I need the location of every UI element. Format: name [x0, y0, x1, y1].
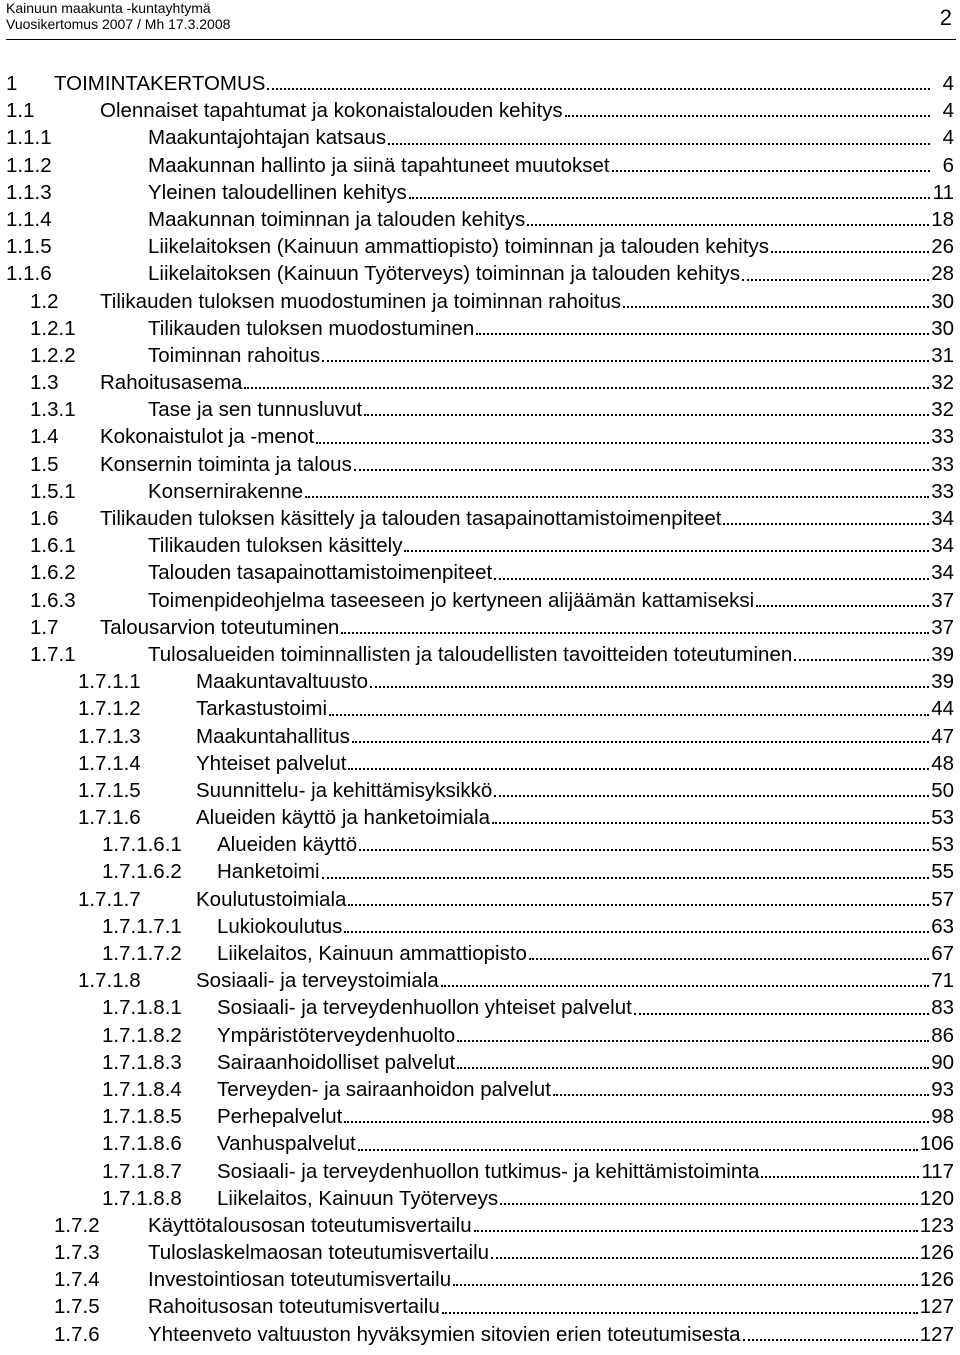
toc-leader-dots [359, 849, 929, 851]
toc-entry-title: Maakuntahallitus [196, 724, 350, 748]
toc-entry-page: 33 [931, 425, 954, 449]
toc-entry-title: Tase ja sen tunnusluvut [148, 398, 363, 422]
header-document-title: Vuosikertomus 2007 / Mh 17.3.2008 [6, 16, 231, 32]
toc-leader-dots [409, 197, 930, 199]
header-rule [6, 39, 956, 40]
toc-entry-number: 1.5 [30, 452, 59, 476]
toc-entry[interactable] [0, 1022, 960, 1049]
toc-leader-dots [527, 224, 929, 226]
toc-entry-title: Suunnittelu- ja kehittämisyksikkö [196, 778, 493, 802]
toc-entry[interactable] [0, 152, 960, 179]
toc-entry-page: 31 [931, 343, 954, 367]
toc-leader-dots [743, 1339, 918, 1341]
page-number: 2 [939, 5, 952, 30]
toc-entry[interactable] [0, 288, 960, 315]
toc-entry-page: 127 [919, 1295, 954, 1319]
toc-entry-title: Talouden tasapainottamistoimenpiteet [148, 561, 493, 585]
toc-leader-dots [322, 877, 930, 879]
toc-entry[interactable] [0, 233, 960, 260]
toc-entry-number: 1.7.1.4 [78, 751, 141, 775]
toc-entry[interactable] [0, 315, 960, 342]
toc-entry-number: 1.7.1.8.2 [102, 1023, 182, 1047]
toc-entry-number: 1.7.1.1 [78, 670, 141, 694]
toc-leader-dots [565, 115, 930, 117]
toc-entry-title: Liikelaitoksen (Kainuun ammattiopisto) toiminnan ja talouden kehitys [148, 235, 770, 259]
toc-leader-dots [529, 958, 929, 960]
toc-entry-title: Rahoitusosan toteutumisvertailu [148, 1295, 440, 1319]
toc-entry-title: Koulutustoimiala [196, 887, 347, 911]
toc-entry-title: Tulosalueiden toiminnallisten ja taloudellisten tavoitteiden toteutuminen [148, 642, 793, 666]
toc-entry-page: 93 [931, 1077, 954, 1101]
toc-entry-title: Sairaanhoidolliset palvelut [217, 1050, 456, 1074]
toc-entry-page: 127 [919, 1322, 954, 1346]
toc-entry-number: 1.7.5 [54, 1295, 100, 1319]
toc-entry-number: 1.7.6 [54, 1322, 100, 1346]
toc-leader-dots [442, 1312, 918, 1314]
toc-entry-number: 1.6 [30, 507, 59, 530]
toc-entry-page: 50 [931, 778, 954, 802]
toc-leader-dots [364, 414, 929, 416]
toc-entry-title: Yhteenveto valtuuston hyväksymien sitovien erien toteutumisesta [148, 1322, 741, 1346]
toc-entry-page: 63 [931, 914, 954, 938]
toc-entry-title: Toimenpideohjelma taseeseen jo kertyneen alijäämän kattamiseksi [148, 588, 755, 612]
toc-entry-number: 1.7 [30, 615, 59, 639]
toc-leader-dots [305, 496, 929, 498]
toc-entry-page: 18 [931, 207, 954, 231]
toc-entry-page: 4 [942, 72, 954, 95]
toc-entry[interactable] [0, 396, 960, 423]
toc-entry-number: 1.2.1 [30, 316, 76, 340]
toc-entry-title: Liikelaitoksen (Kainuun Työterveys) toiminnan ja talouden kehitys [148, 262, 741, 286]
toc-leader-dots [457, 1040, 929, 1042]
page-header [6, 0, 956, 40]
toc-entry[interactable] [0, 451, 960, 478]
toc-entry-number: 1.7.1.8.8 [102, 1186, 182, 1210]
toc-entry-page: 44 [931, 697, 954, 721]
toc-entry-title: TOIMINTAKERTOMUS [54, 72, 266, 95]
toc-entry-number: 1.7.1.8.1 [102, 996, 182, 1020]
toc-entry-page: 6 [942, 153, 954, 177]
toc-entry-number: 1.1.5 [6, 235, 52, 259]
toc-entry-title: Tilikauden tuloksen käsittely ja talouden tasapainottamistoimenpiteet [100, 507, 722, 530]
toc-entry[interactable] [0, 777, 960, 804]
toc-leader-dots [494, 578, 929, 580]
toc-leader-dots [348, 904, 929, 906]
header-organization: Kainuun maakunta -kuntayhtymä [6, 0, 211, 16]
toc-entry-number: 1.7.1.8 [78, 969, 141, 993]
toc-leader-dots [794, 659, 929, 661]
toc-leader-dots [358, 1149, 918, 1151]
toc-entry[interactable] [0, 1103, 960, 1130]
toc-leader-dots [329, 714, 929, 716]
toc-leader-dots [244, 387, 929, 389]
toc-entry-title: Talousarvion toteutuminen [100, 615, 340, 639]
toc-leader-dots [500, 1203, 918, 1205]
toc-leader-dots [742, 279, 929, 281]
toc-entry[interactable] [0, 750, 960, 777]
toc-leader-dots [634, 1013, 929, 1015]
toc-entry-title: Konsernin toiminta ja talous [100, 452, 352, 476]
toc-entry-number: 1.7.1.8.5 [102, 1105, 182, 1129]
toc-entry[interactable] [0, 831, 960, 858]
toc-entry-page: 120 [919, 1186, 954, 1210]
toc-leader-dots [761, 1176, 919, 1178]
toc-entry-title: Rahoitusasema [100, 371, 243, 395]
toc-entry[interactable] [0, 587, 960, 614]
toc-entry-number: 1.1.4 [6, 207, 52, 231]
toc-leader-dots [354, 469, 929, 471]
toc-entry-number: 1.7.1.3 [78, 724, 141, 748]
toc-entry-title: Terveyden- ja sairaanhoidon palvelut [217, 1077, 551, 1101]
toc-entry-title: Toiminnan rahoitus [148, 343, 321, 367]
toc-entry[interactable] [0, 505, 960, 532]
toc-entry-page: 30 [931, 289, 954, 313]
toc-entry-number: 1.1 [6, 99, 35, 123]
toc-entry-page: 123 [919, 1213, 954, 1237]
toc-entry[interactable] [0, 124, 960, 151]
toc-entry-page: 39 [931, 670, 954, 694]
toc-leader-dots [494, 795, 929, 797]
toc-entry-number: 1.7.1.7.1 [102, 914, 182, 938]
toc-entry-number: 1.7.1 [30, 642, 76, 666]
toc-entry[interactable] [0, 1321, 960, 1348]
toc-entry-number: 1.7.3 [54, 1241, 100, 1265]
toc-leader-dots [474, 1230, 918, 1232]
toc-entry-number: 1.7.1.6.2 [102, 860, 182, 884]
toc-leader-dots [623, 306, 929, 308]
toc-entry[interactable] [0, 1185, 960, 1212]
toc-leader-dots [491, 1257, 918, 1259]
toc-entry-number: 1.1.3 [6, 180, 52, 204]
toc-entry-number: 1.4 [30, 425, 59, 449]
toc-entry[interactable] [0, 1239, 960, 1266]
toc-entry-title: Käyttötalousosan toteutumisvertailu [148, 1213, 472, 1237]
toc-entry-number: 1.1.6 [6, 262, 52, 286]
toc-entry-title: Sosiaali- ja terveystoimiala [196, 969, 439, 993]
toc-entry-number: 1.7.1.2 [78, 697, 141, 721]
toc-entry[interactable] [0, 1076, 960, 1103]
toc-entry-page: 47 [931, 724, 954, 748]
toc-leader-dots [457, 1067, 929, 1069]
toc-entry[interactable] [0, 70, 960, 97]
toc-entry-number: 1.5.1 [30, 479, 76, 503]
toc-entry-title: Tilikauden tuloksen muodostuminen ja toiminnan rahoitus [100, 289, 622, 313]
toc-entry-number: 1.6.1 [30, 534, 76, 558]
toc-entry-page: 57 [931, 887, 954, 911]
toc-entry-number: 1 [6, 72, 18, 95]
toc-entry[interactable] [0, 369, 960, 396]
toc-leader-dots [612, 170, 930, 172]
toc-entry-page: 39 [931, 642, 954, 666]
toc-entry-number: 1.7.1.7 [78, 887, 141, 911]
toc-entry-title: Vanhuspalvelut [217, 1132, 356, 1156]
toc-entry-number: 1.1.1 [6, 126, 52, 150]
toc-entry-page: 53 [931, 806, 954, 830]
toc-leader-dots [316, 442, 929, 444]
toc-entry-page: 30 [931, 316, 954, 340]
toc-entry[interactable] [0, 532, 960, 559]
toc-entry-page: 86 [931, 1023, 954, 1047]
toc-entry-page: 37 [931, 615, 954, 639]
toc-leader-dots [370, 686, 929, 688]
toc-entry-page: 34 [931, 561, 954, 585]
toc-entry-page: 33 [931, 452, 954, 476]
toc-entry-title: Alueiden käyttö [217, 833, 358, 857]
toc-entry-title: Sosiaali- ja terveydenhuollon yhteiset palvelut [217, 996, 632, 1020]
toc-entry-number: 1.7.1.8.6 [102, 1132, 182, 1156]
toc-entry[interactable] [0, 179, 960, 206]
toc-entry-title: Yleinen taloudellinen kehitys [148, 180, 407, 204]
toc-leader-dots [388, 143, 930, 145]
toc-entry-page: 28 [931, 262, 954, 286]
toc-entry-number: 1.7.1.8.7 [102, 1159, 182, 1183]
toc-leader-dots [453, 1284, 918, 1286]
toc-entry[interactable] [0, 260, 960, 287]
toc-leader-dots [348, 768, 929, 770]
toc-entry[interactable] [0, 423, 960, 450]
toc-entry[interactable] [0, 559, 960, 586]
toc-entry-title: Olennaiset tapahtumat ja kokonaistalouden kehitys [100, 99, 563, 123]
toc-entry-page: 126 [919, 1268, 954, 1292]
toc-entry[interactable] [0, 913, 960, 940]
toc-leader-dots [476, 333, 929, 335]
toc-entry[interactable] [0, 1212, 960, 1239]
toc-entry-page: 117 [921, 1159, 954, 1183]
toc-entry-page: 32 [931, 371, 954, 395]
toc-entry[interactable] [0, 994, 960, 1021]
toc-entry-title: Maakunnan toiminnan ja talouden kehitys [148, 207, 526, 231]
toc-entry-title: Sosiaali- ja terveydenhuollon tutkimus- ja kehittämistoiminta [217, 1159, 760, 1183]
toc-entry-page: 37 [931, 588, 954, 612]
toc-entry[interactable] [0, 614, 960, 641]
toc-entry[interactable] [0, 1266, 960, 1293]
toc-leader-dots [756, 605, 929, 607]
toc-entry[interactable] [0, 695, 960, 722]
toc-leader-dots [344, 931, 929, 933]
toc-entry-number: 1.3 [30, 371, 59, 395]
toc-entry[interactable] [0, 723, 960, 750]
toc-entry-page: 34 [931, 507, 954, 530]
toc-entry[interactable] [0, 1158, 960, 1185]
toc-entry-title: Tilikauden tuloksen käsittely [148, 534, 403, 558]
toc-leader-dots [771, 251, 929, 253]
toc-entry-page: 67 [931, 942, 954, 965]
toc-entry-title: Lukiokoulutus [217, 914, 343, 938]
toc-entry-page: 32 [931, 398, 954, 422]
toc-entry-number: 1.7.1.5 [78, 778, 141, 802]
toc-entry-number: 1.7.1.6 [78, 806, 141, 830]
toc-entry-number: 1.7.1.8.3 [102, 1050, 182, 1074]
toc-entry-title: Tarkastustoimi [196, 697, 328, 721]
toc-entry[interactable] [0, 478, 960, 505]
toc-entry-page: 106 [919, 1132, 954, 1156]
toc-entry-page: 55 [931, 860, 954, 884]
toc-entry-title: Tilikauden tuloksen muodostuminen [148, 316, 475, 340]
toc-entry-title: Liikelaitos, Kainuun Työterveys [217, 1186, 499, 1210]
toc-entry[interactable] [0, 858, 960, 885]
toc-entry-title: Kokonaistulot ja -menot [100, 425, 315, 449]
toc-entry-title: Maakuntavaltuusto [196, 670, 369, 694]
toc-entry-number: 1.2 [30, 289, 59, 313]
toc-entry-page: 48 [931, 751, 954, 775]
toc-entry[interactable] [0, 967, 960, 994]
toc-leader-dots [352, 741, 929, 743]
toc-entry-page: 83 [931, 996, 954, 1020]
toc-entry-number: 1.7.1.6.1 [102, 833, 182, 857]
toc-entry-page: 98 [931, 1105, 954, 1129]
toc-entry[interactable] [0, 940, 960, 967]
toc-entry-page: 53 [931, 833, 954, 857]
toc-entry[interactable] [0, 1293, 960, 1320]
toc-entry-number: 1.6.3 [30, 588, 76, 612]
toc-leader-dots [492, 822, 929, 824]
toc-entry-title: Liikelaitos, Kainuun ammattiopisto [217, 942, 527, 965]
toc-leader-dots [553, 1094, 929, 1096]
toc-leader-dots [404, 550, 929, 552]
toc-entry-title: Konsernirakenne [148, 479, 303, 503]
toc-entry-page: 33 [931, 479, 954, 503]
toc-entry-title: Maakunnan hallinto ja siinä tapahtuneet muutokset [148, 153, 610, 177]
toc-entry[interactable] [0, 342, 960, 369]
toc-leader-dots [322, 360, 929, 362]
toc-leader-dots [344, 1121, 929, 1123]
toc-entry-page: 126 [919, 1241, 954, 1265]
toc-entry[interactable] [0, 668, 960, 695]
toc-entry-title: Yhteiset palvelut [196, 751, 347, 775]
toc-entry-number: 1.7.1.8.4 [102, 1077, 182, 1101]
toc-entry-title: Tuloslaskelmaosan toteutumisvertailu [148, 1241, 490, 1265]
toc-entry-title: Investointiosan toteutumisvertailu [148, 1268, 452, 1292]
toc-entry-number: 1.3.1 [30, 398, 76, 422]
toc-entry-page: 4 [942, 126, 954, 150]
toc-entry[interactable] [0, 1130, 960, 1157]
toc-entry[interactable] [0, 97, 960, 124]
toc-leader-dots [723, 523, 929, 525]
toc-entry[interactable] [0, 206, 960, 233]
toc-entry-title: Hanketoimi [217, 860, 320, 884]
toc-leader-dots [341, 632, 929, 634]
toc-entry[interactable] [0, 1049, 960, 1076]
toc-entry-title: Maakuntajohtajan katsaus [148, 126, 387, 150]
toc-leader-dots [267, 88, 930, 90]
toc-entry-number: 1.6.2 [30, 561, 76, 585]
toc-entry[interactable] [0, 641, 960, 668]
toc-entry-number: 1.1.2 [6, 153, 52, 177]
toc-entry[interactable] [0, 804, 960, 831]
toc-entry-title: Perhepalvelut [217, 1105, 343, 1129]
toc-entry[interactable] [0, 886, 960, 913]
table-of-contents [0, 70, 960, 1348]
toc-entry-number: 1.7.2 [54, 1213, 100, 1237]
toc-entry-number: 1.7.4 [54, 1268, 100, 1292]
toc-entry-page: 4 [942, 99, 954, 123]
toc-leader-dots [441, 985, 930, 987]
toc-entry-page: 90 [931, 1050, 954, 1074]
toc-entry-page: 34 [931, 534, 954, 558]
toc-entry-page: 71 [931, 969, 954, 993]
toc-entry-number: 1.7.1.7.2 [102, 942, 182, 965]
toc-entry-title: Alueiden käyttö ja hanketoimiala [196, 806, 491, 830]
toc-entry-page: 26 [931, 235, 954, 259]
toc-entry-number: 1.2.2 [30, 343, 76, 367]
toc-entry-title: Ympäristöterveydenhuolto [217, 1023, 456, 1047]
toc-entry-page: 11 [932, 180, 954, 204]
